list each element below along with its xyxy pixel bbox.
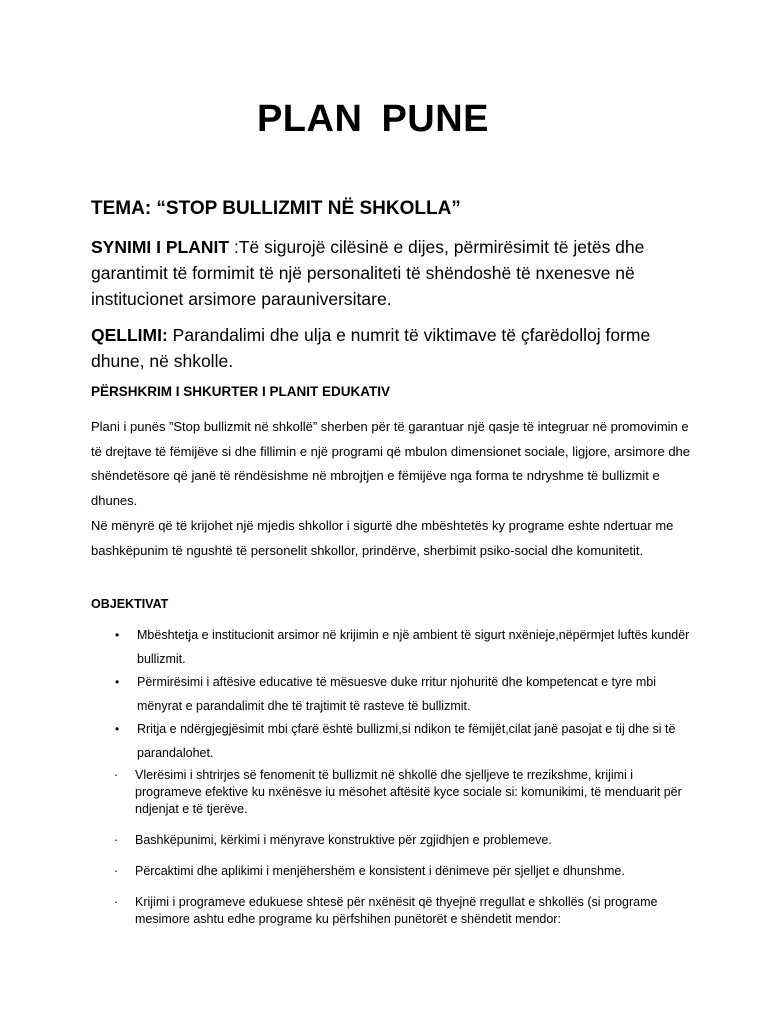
- synimi-paragraph: [91, 234, 691, 312]
- dot-marker-icon: ·: [114, 768, 119, 782]
- bullet-icon: •: [115, 722, 120, 736]
- dot-marker-icon: ·: [114, 833, 119, 847]
- qellimi-paragraph: [91, 322, 691, 374]
- list-item: [91, 767, 691, 818]
- synimi-text: :Të sigurojë cilësinë e dijes, përmirësimit të jetës dhe garantimit të formimit të një personaliteti të shëndoshë të nxenesve në institucionet arsimore parauniversitare.: [91, 237, 645, 309]
- dot-marker-icon: ·: [114, 864, 119, 878]
- qellimi-label: QELLIMI:: [91, 325, 168, 345]
- list-item-text: Përcaktimi dhe aplikimi i menjëhershëm e konsistent i dënimeve për sjelljet e dhunshme.: [135, 864, 625, 878]
- page-title: PLAN PUNE: [256, 98, 490, 140]
- list-item: [91, 624, 691, 671]
- description-paragraph-2: Në mënyrë që të krijohet një mjedis shkollor i sigurtë dhe mbështetës ky programe eshte ndertuar me bashkëpunim të ngushtë të personelit shkollor, prindërve, sherbimit psiko-social dhe komunitetit.: [91, 518, 674, 558]
- list-item: [91, 863, 691, 880]
- list-item-text: Përmirësimi i aftësive educative të mësuesve duke rritur njohuritë dhe kompetencat e tyre mbi mënyrat e parandalimit dhe të trajtimit të rasteve të bullizmit.: [137, 675, 656, 713]
- tema-heading: TEMA: “STOP BULLIZMIT NË SHKOLLA”: [91, 198, 461, 219]
- list-item: [91, 718, 691, 765]
- objectives-bullet-list: [91, 624, 691, 765]
- list-item: [91, 832, 691, 849]
- list-item-text: Vlerësimi i shtrirjes së fenomenit të bullizmit në shkollë dhe sjelljeve te rrezikshme, krijimi i programeve efektive ku nxënësve iu mësohet aftësitë kyce sociale si: komunikimi, të menduarit për ndjenjat e të tjerëve.: [135, 768, 682, 816]
- synimi-label: SYNIMI I PLANIT: [91, 237, 230, 257]
- bullet-icon: •: [115, 628, 120, 642]
- objectives-dash-list: [91, 767, 691, 928]
- list-item: [91, 894, 691, 928]
- list-item: [91, 671, 691, 718]
- pershkrim-heading: PËRSHKRIM I SHKURTER I PLANIT EDUKATIV: [91, 384, 391, 399]
- description-paragraph-1: Plani i punës ”Stop bullizmit në shkollë” sherben për të garantuar një qasje të integruar në promovimin e të drejtave të fëmijëve si dhe fillimin e një programi që mbulon dimensionet sociale, ligjore, arsimore dhe shëndetësore që janë të rëndësishme në mbrojtjen e fëmijëve nga forma te ndryshme të bullizmit e dhunes.: [91, 419, 691, 508]
- list-item-text: Bashkëpunimi, kërkimi i mënyrave konstruktive për zgjidhjen e problemeve.: [135, 833, 552, 847]
- bullet-icon: •: [115, 675, 120, 689]
- qellimi-text: Parandalimi dhe ulja e numrit të viktimave të çfarëdolloj forme dhune, në shkolle.: [91, 325, 651, 371]
- objektivat-heading: OBJEKTIVAT: [91, 597, 169, 611]
- dot-marker-icon: ·: [114, 895, 119, 909]
- list-item-text: Mbështetja e institucionit arsimor në krijimin e një ambient të sigurt nxënieje,nëpërmjet luftës kundër bullizmit.: [137, 628, 690, 666]
- list-item-text: Krijimi i programeve edukuese shtesë për nxënësit që thyejnë rregullat e shkollës (si programe mesimore ashtu edhe programe ku përfshihen punëtorët e shëndetit mendor:: [135, 895, 658, 926]
- list-item-text: Rritja e ndërgjegjësimit mbi çfarë është bullizmi,si ndikon te fëmijët,cilat janë pasojat e tij dhe si të parandalohet.: [137, 722, 676, 760]
